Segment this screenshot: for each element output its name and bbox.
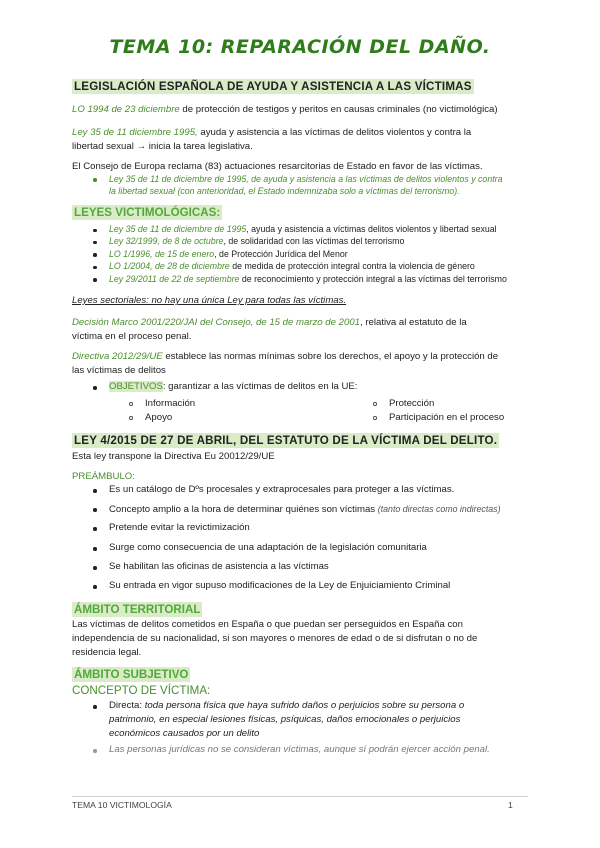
sub-bullet-circle (129, 416, 133, 420)
concepto-victima-heading: CONCEPTO DE VÍCTIMA: (72, 684, 211, 697)
bullet-dot (93, 241, 97, 245)
leyes-sectoriales-note: Leyes sectoriales: no hay una única Ley para todas las víctimas. (72, 295, 347, 306)
leyes-list (72, 224, 542, 286)
bullet-dot (93, 547, 97, 551)
paragraph-ley-35-cont: libertad sexual → inicia la tarea legislativa. (72, 141, 253, 152)
objetivo-item: Participación en el proceso (389, 412, 505, 423)
ley-4-2015-intro: Esta ley transpone la Directiva Eu 20012/29/UE (72, 451, 275, 462)
bullet-dot (93, 527, 97, 531)
page-number: 1 (508, 800, 513, 810)
list-item: LO 1/2004, de 28 de diciembre de medida de protección integral contra la violencia de género (72, 261, 542, 273)
footer-title: TEMA 10 VICTIMOLOGÍA (72, 800, 172, 810)
ambito-territorial-line: Las víctimas de delitos cometidos en España o que puedan ser perseguidos en España con (72, 619, 463, 630)
objetivo-item: Protección (389, 398, 435, 409)
bullet-dot (93, 178, 97, 182)
bullet-dot (93, 749, 97, 753)
note-ley-35-line2: la libertad sexual (con anterioridad, el Estado indemnizaba solo a víctimas del terrorismo). (109, 186, 460, 196)
bullet-dot (93, 489, 97, 493)
bullet-dot (93, 508, 97, 512)
law-reference: Directiva 2012/29/UE (72, 351, 163, 362)
law-reference: Ley 35 de 11 diciembre 1995, (72, 127, 198, 138)
footer-divider (72, 796, 528, 797)
paragraph-directiva-cont: las víctimas de delitos (72, 365, 166, 376)
preambulo-item: Se habilitan las oficinas de asistencia a las víctimas (109, 561, 329, 572)
page-title: TEMA 10: REPARACIÓN DEL DAÑO. (109, 36, 491, 58)
bullet-dot (93, 278, 97, 282)
bullet-dot (93, 229, 97, 233)
paragraph-lo-1994: LO 1994 de 23 diciembre de protección de testigos y peritos en causas criminales (no victimológica) (72, 104, 498, 115)
preambulo-item: Pretende evitar la revictimización (109, 522, 250, 533)
bullet-dot (93, 585, 97, 589)
objetivo-item: Apoyo (145, 412, 173, 423)
preambulo-item: Su entrada en vigor supuso modificaciones de la Ley de Enjuiciamiento Criminal (109, 580, 451, 591)
personas-juridicas-note: Las personas jurídicas no se consideran víctimas, aunque sí podrán ejercer acción penal. (109, 744, 490, 755)
preambulo-item: Concepto amplio a la hora de determinar quiénes son víctimas (tanto directas como indirectas) (109, 504, 501, 515)
section-heading-leyes: LEYES VICTIMOLÓGICAS: (74, 206, 221, 219)
preambulo-item: Es un catálogo de Dºs procesales y extraprocesales para proteger a las víctimas. (109, 484, 455, 495)
note-ley-35-line1: Ley 35 de 11 de diciembre de 1995, de ayuda y asistencia a las víctimas de delitos violentos y contra (109, 174, 503, 184)
paragraph-consejo-europa: El Consejo de Europa reclama (83) actuaciones resarcitorias de Estado en favor de las víctimas. (72, 161, 483, 172)
section-heading-ambito-territorial: ÁMBITO TERRITORIAL (74, 603, 201, 616)
bullet-dot (93, 566, 97, 570)
preambulo-heading: PREÁMBULO: (72, 471, 135, 482)
directa-line: económicos causados por un delito (109, 728, 260, 739)
sub-bullet-circle (373, 416, 377, 420)
sub-bullet-circle (373, 402, 377, 406)
bullet-dot (93, 705, 97, 709)
directa-label: Directa: (109, 700, 143, 711)
objetivos-line: OBJETIVOS: garantizar a las víctimas de delitos en la UE: (109, 381, 358, 392)
objetivos-label: OBJETIVOS (109, 381, 163, 392)
list-item: Ley 29/2011 de 22 de septiembre de reconocimiento y protección integral a las víctimas del terrorismo (72, 274, 542, 286)
directa-line: patrimonio, en especial lesiones físicas, psíquicas, daños emocionales o perjuicios (109, 714, 461, 725)
paragraph-decision-marco-cont: víctima en el proceso penal. (72, 331, 192, 342)
ambito-territorial-line: residencia legal. (72, 647, 142, 658)
list-item: Ley 32/1999, de 8 de octubre, de solidaridad con las víctimas del terrorismo (72, 236, 542, 248)
bullet-dot (93, 386, 97, 390)
preambulo-item: Surge como consecuencia de una adaptación de la legislación comunitaria (109, 542, 427, 553)
section-heading-legislacion: LEGISLACIÓN ESPAÑOLA DE AYUDA Y ASISTENCIA A LAS VÍCTIMAS (74, 80, 472, 93)
section-heading-ambito-subjetivo: ÁMBITO SUBJETIVO (74, 668, 189, 681)
paragraph-decision-marco: Decisión Marco 2001/220/JAI del Consejo, de 15 de marzo de 2001, relativa al estatuto de la (72, 317, 467, 328)
list-item: Ley 35 de 11 de diciembre de 1995, ayuda y asistencia a víctimas delitos violentos y libertad sexual (72, 224, 542, 236)
directa-line: Directa: toda persona física que haya sufrido daños o perjuicios sobre su persona o (109, 700, 465, 711)
law-reference: Decisión Marco 2001/220/JAI del Consejo, de 15 de marzo de 2001 (72, 317, 360, 328)
list-item: LO 1/1996, de 15 de enero, de Protección Jurídica del Menor (72, 249, 542, 261)
law-reference: LO 1994 de 23 diciembre (72, 104, 180, 115)
preambulo-item-note: (tanto directas como indirectas) (377, 504, 501, 514)
objetivo-item: Información (145, 398, 196, 409)
ambito-territorial-line: independencia de su nacionalidad, si son mayores o menores de edad o de si disfrutan o no de (72, 633, 478, 644)
bullet-dot (93, 253, 97, 257)
bullet-dot (93, 266, 97, 270)
paragraph-directiva: Directiva 2012/29/UE establece las normas mínimas sobre los derechos, el apoyo y la protección de (72, 351, 499, 362)
sub-bullet-circle (129, 402, 133, 406)
paragraph-ley-35: Ley 35 de 11 diciembre 1995, ayuda y asistencia a las víctimas de delitos violentos y contra la (72, 127, 472, 138)
section-heading-ley-4-2015: LEY 4/2015 DE 27 DE ABRIL, DEL ESTATUTO DE LA VÍCTIMA DEL DELITO. (74, 434, 498, 447)
